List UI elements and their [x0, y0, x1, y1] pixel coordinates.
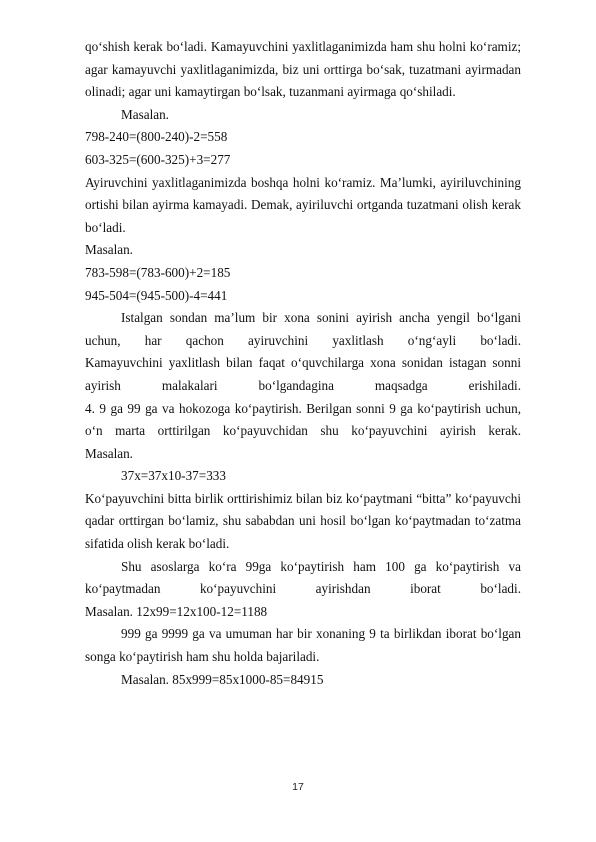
example-formula: 783-598=(783-600)+2=185: [85, 264, 231, 280]
example-formula: 798-240=(800-240)-2=558: [85, 129, 228, 145]
document-page: [85, 36, 521, 691]
paragraph: 999 ga 9999 ga va umuman har bir xonaning 9 ta birlikdan iborat bo‘lgan songa ko‘paytirish ham shu holda bajariladi.: [85, 626, 521, 665]
example-formula: Masalan. 12x99=12x100-12=1188: [85, 603, 268, 619]
example-heading: Masalan.: [121, 106, 169, 122]
example-formula: 603-325=(600-325)+3=277: [85, 151, 231, 167]
example-formula: 37x=37x10-37=333: [121, 468, 226, 484]
page-number: 17: [292, 781, 304, 793]
paragraph: Ayiruvchini yaxlitlaganimizda boshqa holni ko‘ramiz. Ma’lumki, ayiriluvchining ortishi bilan ayirma kamayadi. Demak, ayiriluvchi ortganda tuzatmani olish kerak bo‘ladi.: [85, 174, 521, 235]
paragraph: Ko‘payuvchini bitta birlik orttirishimiz bilan biz ko‘paytmani “bitta” ko‘payuvchi qadar orttirgan bo‘lamiz, shu sababdan uni hosil bo‘lgan ko‘paytmadan to‘zatma sifatida olish kerak bo‘ladi.: [85, 490, 521, 552]
example-formula: Masalan. 85x999=85x1000-85=84915: [121, 671, 324, 687]
paragraph: Shu asoslarga ko‘ra 99ga ko‘paytirish ham 100 ga ko‘paytirish va ko‘paytmadan ko‘payuvchini ayirishdan iborat bo‘ladi.: [85, 558, 521, 597]
paragraph: Kamayuvchini yaxlitlash bilan faqat o‘quvchilarga xona sonidan istagan sonni ayirish malakalari bo‘lgandagina maqsadga erishiladi.: [85, 355, 521, 393]
paragraph: qo‘shish kerak bo‘ladi. Kamayuvchini yaxlitlaganimizda ham shu holni ko‘ramiz; agar kamayuvchi yaxlitlaganimizda, biz uni orttirga bo‘sak, tuzatmani ayirmadan olinadi; agar uni kamaytirgan bo‘lsak, tuzanmani ayirmaga qo‘shiladi.: [85, 39, 521, 100]
paragraph: Istalgan sondan ma’lum bir xona sonini ayirish ancha yengil bo‘lgani uchun, har qachon ayiruvchini yaxlitlash o‘ng‘ayli bo‘ladi.: [85, 310, 521, 348]
example-heading: Masalan.: [85, 445, 133, 461]
example-heading: Masalan.: [85, 242, 133, 258]
example-formula: 945-504=(945-500)-4=441: [85, 287, 228, 303]
paragraph: 4. 9 ga 99 ga va hokozoga ko‘paytirish. Berilgan sonni 9 ga ko‘paytirish uchun, o‘n marta orttirilgan ko‘payuvchidan shu ko‘payuvchini ayirish kerak.: [85, 400, 521, 439]
